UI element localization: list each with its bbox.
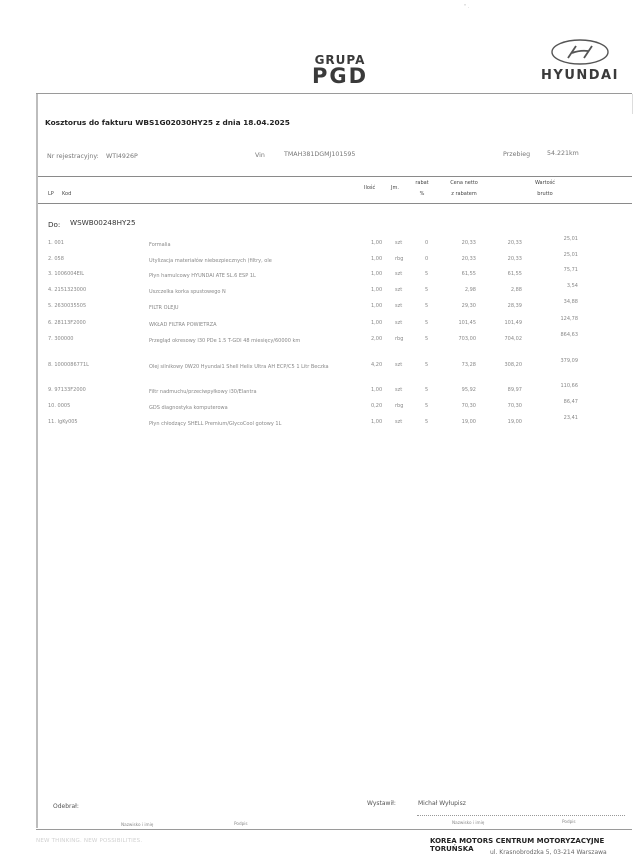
row-net-price: 101,45 [458, 320, 476, 326]
row-qty: 1,00 [371, 287, 383, 293]
hyundai-wordmark: HYUNDAI [541, 68, 619, 83]
issued-by-name: Michał Wyłupisz [418, 800, 466, 807]
row-name: FILTR OLEJU [149, 305, 179, 311]
table-header-bottom-line [38, 203, 632, 204]
footer-company-name: KOREA MOTORS CENTRUM MOTORYZACYJNE TORUŃSKA [430, 837, 605, 853]
row-unit: rbg [395, 256, 404, 262]
row-name: Płyn chłodzący SHELL Premium/GlycoCool gotowy 1L [149, 421, 282, 427]
issued-name-caption: Nazwisko i imię [452, 820, 485, 825]
row-lp-code: 2. 058 [48, 256, 64, 262]
row-net-price: 73,28 [461, 362, 476, 368]
row-discount: 5 [425, 403, 429, 409]
row-name: Uszczelka korka spustowego N [149, 289, 226, 295]
row-discount: 5 [425, 303, 429, 309]
row-gross: 124,78 [560, 316, 578, 322]
row-qty: 1,00 [371, 320, 383, 326]
row-discount: 5 [425, 320, 429, 326]
row-qty: 2,00 [371, 336, 383, 342]
row-discount: 5 [425, 387, 429, 393]
row-net-value: 70,30 [507, 403, 522, 409]
row-net-price: 20,33 [461, 240, 476, 246]
issued-signature-caption: Podpis [562, 819, 576, 824]
row-unit: szt [395, 240, 403, 246]
row-gross: 25,01 [563, 252, 578, 258]
row-net-value: 61,55 [507, 271, 522, 277]
row-qty: 1,00 [371, 240, 383, 246]
row-qty: 0,20 [371, 403, 383, 409]
footer-slogan: NEW THINKING. NEW POSSIBILITIES. [36, 838, 143, 844]
row-discount: 5 [425, 271, 429, 277]
row-net-value: 89,97 [507, 387, 522, 393]
row-gross: 379,09 [560, 358, 578, 364]
footer-divider [36, 829, 632, 830]
gross-header-line-1: Wartość [534, 180, 556, 186]
gross-header-line-2: brutto [537, 191, 553, 197]
row-gross: 3,54 [566, 283, 578, 289]
received-name-caption: Nazwisko i imię [121, 822, 154, 827]
registration-label: Nr rejestracyjny: [47, 153, 99, 160]
row-unit: szt [395, 362, 403, 368]
column-header-code: Kod [62, 191, 72, 197]
row-lp-code: 10. 0005 [48, 403, 71, 409]
column-header-qty: Ilość [364, 185, 376, 191]
row-qty: 1,00 [371, 419, 383, 425]
discount-header-line-1: rabat [415, 180, 429, 186]
row-qty: 1,00 [371, 387, 383, 393]
row-net-value: 308,20 [504, 362, 522, 368]
registration-value: WTI4926P [106, 153, 138, 160]
row-lp-code: 8. 1000086771L [48, 362, 89, 368]
left-frame-border [36, 94, 38, 828]
header-divider [36, 93, 632, 94]
row-name: Formalia [149, 242, 171, 248]
row-lp-code: 6. 28113F2000 [48, 320, 86, 326]
row-net-price: 95,92 [461, 387, 476, 393]
vin-value: TMAH381DGMJ101595 [284, 151, 356, 158]
row-unit: szt [395, 419, 403, 425]
row-name: Przegląd okresowy I30 PDe 1.5 T-GDI 48 miesięcy/60000 km [149, 338, 301, 344]
hyundai-emblem-icon [550, 38, 610, 66]
row-net-price: 20,33 [461, 256, 476, 262]
order-label: Do: [48, 220, 61, 229]
grupa-pgd-logo [305, 54, 375, 86]
row-qty: 4,20 [371, 362, 383, 368]
row-gross: 110,66 [560, 383, 578, 389]
row-net-price: 19,00 [461, 419, 476, 425]
row-unit: rbg [395, 403, 404, 409]
order-number: WSWB00248HY25 [70, 218, 136, 227]
row-unit: szt [395, 271, 403, 277]
row-net-value: 20,33 [507, 240, 522, 246]
right-frame-border [632, 94, 633, 114]
row-unit: rbg [395, 336, 404, 342]
issued-signature-line [417, 815, 625, 816]
received-signature-caption: Podpis [234, 821, 248, 826]
column-header-net [448, 180, 480, 197]
row-qty: 1,00 [371, 303, 383, 309]
row-net-price: 70,30 [461, 403, 476, 409]
row-lp-code: 11. IgKy005 [48, 419, 78, 425]
row-gross: 23,41 [563, 415, 578, 421]
row-discount: 5 [425, 362, 429, 368]
row-net-value: 2,88 [510, 287, 522, 293]
row-lp-code: 3. 1006004EIL [48, 271, 85, 277]
vin-label: Vin [255, 152, 265, 159]
row-net-value: 19,00 [507, 419, 522, 425]
discount-header-line-2: % [419, 191, 425, 197]
row-discount: 5 [425, 419, 429, 425]
row-name: Filtr nadmuchu/przeciwpyłkowy i30/Elantra [149, 389, 257, 395]
row-unit: szt [395, 320, 403, 326]
footer-address: ul. Krasnobrodzka 5, 03-214 Warszawa [490, 849, 607, 856]
net-header-line-2: z rabatem [451, 191, 477, 197]
received-by-label: Odebrał: [53, 803, 79, 810]
row-gross: 86,47 [563, 399, 578, 405]
row-net-price: 2,98 [464, 287, 476, 293]
column-header-unit: Jm. [391, 185, 399, 191]
row-name: WKŁAD FILTRA POWIETRZA [149, 322, 217, 328]
row-net-value: 20,33 [507, 256, 522, 262]
row-discount: 0 [425, 240, 429, 246]
row-lp-code: 1. 001 [48, 240, 64, 246]
document-title: Kosztorus do fakturu WBS1G02030HY25 z dnia 18.04.2025 [45, 118, 290, 127]
row-qty: 1,00 [371, 271, 383, 277]
row-discount: 5 [425, 287, 429, 293]
row-net-value: 28,39 [507, 303, 522, 309]
row-unit: szt [395, 303, 403, 309]
net-header-line-1: Cena netto [450, 180, 478, 186]
row-lp-code: 5. 2630035505 [48, 303, 87, 309]
row-name: GDS diagnostyka komputerowa [149, 405, 228, 411]
row-gross: 34,88 [563, 299, 578, 305]
table-header-top-line [38, 176, 632, 177]
row-discount: 0 [425, 256, 429, 262]
row-unit: szt [395, 287, 403, 293]
mileage-value: 54.221km [547, 150, 579, 157]
issued-by-label: Wystawił: [367, 800, 396, 807]
row-name: Płyn hamulcowy HYUNDAI ATE SL.6 ESP 1L [149, 273, 256, 279]
column-header-lp: LP [48, 191, 54, 197]
row-gross: 75,71 [563, 267, 578, 273]
logo-line-1: GRUPA [314, 53, 366, 67]
row-net-price: 703,00 [458, 336, 476, 342]
row-net-value: 704,02 [504, 336, 522, 342]
hyundai-logo [538, 38, 622, 83]
row-net-price: 29,30 [461, 303, 476, 309]
row-gross: 864,63 [560, 332, 578, 338]
row-net-value: 101,49 [504, 320, 522, 326]
mileage-label: Przebieg [503, 151, 531, 158]
column-header-gross [530, 180, 560, 197]
row-unit: szt [395, 387, 403, 393]
row-lp-code: 9. 97133F2000 [48, 387, 86, 393]
row-name: Utylizacja materiałów niebezpiecznych (filtry, ole [149, 258, 272, 264]
column-header-discount [414, 180, 430, 197]
row-discount: 5 [425, 336, 429, 342]
row-gross: 25,01 [563, 236, 578, 242]
row-lp-code: 7. 300000 [48, 336, 74, 342]
logo-line-2: PGD [311, 64, 369, 88]
row-net-price: 61,55 [461, 271, 476, 277]
scan-speck: " . [464, 4, 470, 10]
row-lp-code: 4. 2151323000 [48, 287, 87, 293]
row-qty: 1,00 [371, 256, 383, 262]
row-name: Olej silnikowy 0W20 Hyundai1 Shell Helix Ultra AH ECP/C5 1 Litr Beczka [149, 364, 329, 370]
